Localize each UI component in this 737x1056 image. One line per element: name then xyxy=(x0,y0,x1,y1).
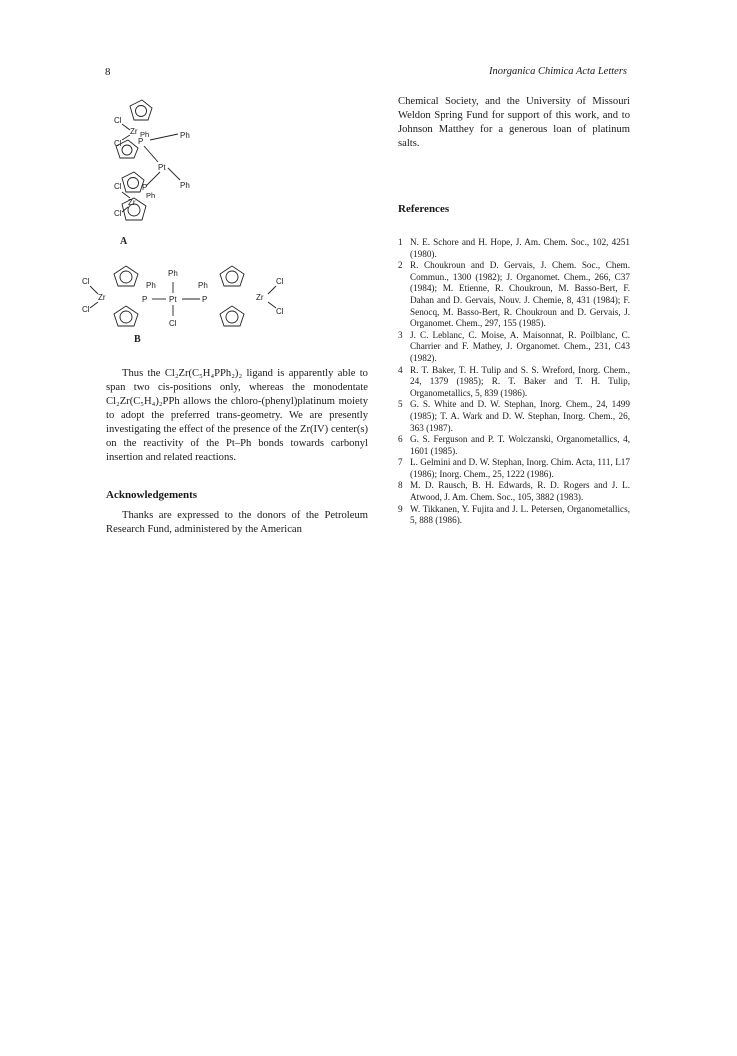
reference-number: 5 xyxy=(398,399,403,410)
references-list xyxy=(398,237,630,527)
structure-b-label: B xyxy=(134,334,141,344)
reference-number: 1 xyxy=(398,237,403,247)
journal-title: Inorganica Chimica Acta Letters xyxy=(489,66,627,77)
left-column xyxy=(106,367,368,537)
reference-item xyxy=(398,365,630,400)
ph-label: Ph xyxy=(168,269,178,278)
reference-number: 8 xyxy=(398,480,403,491)
reference-number: 3 xyxy=(398,329,403,340)
acknowledgements-continued: Chemical Society, and the University of Missouri Weldon Spring Fund for support of this work, and to Johnson Matthey for a generous loan of platinum salts. xyxy=(398,96,630,149)
reference-item xyxy=(398,504,630,527)
cp-ring-top xyxy=(130,100,152,120)
reference-text: R. T. Baker, T. H. Tulip and S. S. Wreford, Inorg. Chem., 24, 1379 (1985); R. T. Baker and T. H. Tulip, Organometallics, 5, 839 (1986). xyxy=(410,364,630,398)
paragraph-pre-formula: Thus the xyxy=(122,368,165,379)
reference-number: 4 xyxy=(398,364,403,375)
ph-label: Ph xyxy=(180,181,190,190)
ligand-formula: Cl₂Zr(C₅H₄PPh₂)₂ xyxy=(164,368,243,379)
reference-text: G. S. Ferguson and P. T. Wolczanski, Organometallics, 4, 1601 (1985). xyxy=(410,434,630,456)
acknowledgements-text xyxy=(106,509,368,537)
cl-atom: Cl xyxy=(276,277,284,286)
cp-ring-right-top xyxy=(220,266,244,286)
cl-atom: Cl xyxy=(114,139,122,148)
p-atom: P xyxy=(142,295,148,304)
reference-item xyxy=(398,399,630,434)
structure-a-label: A xyxy=(120,236,128,247)
reference-text: R. Choukroun and D. Gervais, J. Chem. Soc., Chem. Commun., 1300 (1982); J. Organomet. Chem., 266, C37 (1984); M. Etienne, R. Choukroun, M. Basso-Bert, F. Dahan and D. Gervais, Nouv. J. Chemie, 8, 431 (1984); F. Senocq, M. Basso-Bert, R. Choukroun and D. Gervais, J. Organomet. Chem., 297, 155 (1985). xyxy=(410,260,630,329)
p-atom: P xyxy=(142,183,148,192)
reference-item xyxy=(398,237,630,260)
cl-atom: Cl xyxy=(114,116,122,125)
cp-ring-third xyxy=(122,172,144,192)
reference-number: 7 xyxy=(398,457,403,468)
pt-atom: Pt xyxy=(169,295,177,304)
page-number: 8 xyxy=(105,66,111,78)
cp-ring-left-bottom xyxy=(114,306,138,326)
ph-label: Ph xyxy=(180,131,190,140)
ph-label: Ph xyxy=(146,191,156,200)
references-heading: References xyxy=(398,203,450,215)
ph-label: Ph xyxy=(146,281,156,290)
acknowledgements-text-content: Thanks are expressed to the donors of the Petroleum Research Fund, administered by the American xyxy=(106,510,368,535)
zr-atom: Zr xyxy=(256,293,264,302)
reference-item xyxy=(398,260,630,330)
reference-text: L. Gelmini and D. W. Stephan, Inorg. Chim. Acta, 111, L17 (1986); Inorg. Chem., 25, 1222 (1986). xyxy=(410,457,630,479)
reference-item xyxy=(398,330,630,365)
structure-b xyxy=(70,262,310,344)
structure-a xyxy=(100,92,240,252)
ph-label: Ph xyxy=(140,130,150,139)
p-atom: P xyxy=(202,295,208,304)
reference-text: G. S. White and D. W. Stephan, Inorg. Chem., 24, 1499 (1985); T. A. Wark and D. W. Stephan, Inorg. Chem., 26, 363 (1987). xyxy=(410,399,630,433)
cl-atom: Cl xyxy=(114,182,122,191)
p-atom: P xyxy=(138,137,144,146)
cl-atom: Cl xyxy=(114,209,122,218)
reference-number: 2 xyxy=(398,260,403,271)
reference-text: M. D. Rausch, B. H. Edwards, R. D. Rogers and J. L. Atwood, J. Am. Chem. Soc., 105, 3882 (1983). xyxy=(410,480,630,503)
reference-item xyxy=(398,480,630,503)
zr-atom: Zr xyxy=(130,127,138,136)
paragraph-rest: ligand is apparently able to span two cis-positions only, whereas the monodentate Cl₂Zr(C₅H₄)₂PPh allows the chloro-(phenyl)platinum moiety to adopt the preferred trans-geometry. We are presently investigating the effect of the presence of the Zr(IV) center(s) on the reactivity of the Pt–Ph bonds towards carbonyl insertion and related reactions. xyxy=(106,368,368,463)
cl-atom: Cl xyxy=(276,307,284,316)
discussion-paragraph xyxy=(106,367,368,465)
reference-item xyxy=(398,457,630,480)
reference-number: 9 xyxy=(398,503,403,514)
ph-label: Ph xyxy=(198,281,208,290)
cl-atom: Cl xyxy=(82,277,90,286)
reference-text: W. Tikkanen, Y. Fujita and J. L. Petersen, Organometallics, 5, 888 (1986). xyxy=(410,503,630,526)
cp-ring-left-top xyxy=(114,266,138,286)
cl-atom: Cl xyxy=(169,319,177,328)
reference-text: N. E. Schore and H. Hope, J. Am. Chem. Soc., 102, 4251 (1980). xyxy=(410,237,630,259)
zr-atom: Zr xyxy=(98,293,106,302)
cp-ring-right-bottom xyxy=(220,306,244,326)
zr-atom: Zr xyxy=(128,198,136,207)
cl-atom: Cl xyxy=(82,305,90,314)
acknowledgements-heading: Acknowledgements xyxy=(106,489,198,501)
right-column xyxy=(398,95,630,527)
pt-atom: Pt xyxy=(158,163,166,172)
reference-item xyxy=(398,434,630,457)
reference-number: 6 xyxy=(398,434,403,445)
reference-text: J. C. Leblanc, C. Moise, A. Maisonnat, R. Poilblanc, C. Charrier and F. Mathey, J. Organomet. Chem., 231, C43 (1982). xyxy=(410,329,630,363)
